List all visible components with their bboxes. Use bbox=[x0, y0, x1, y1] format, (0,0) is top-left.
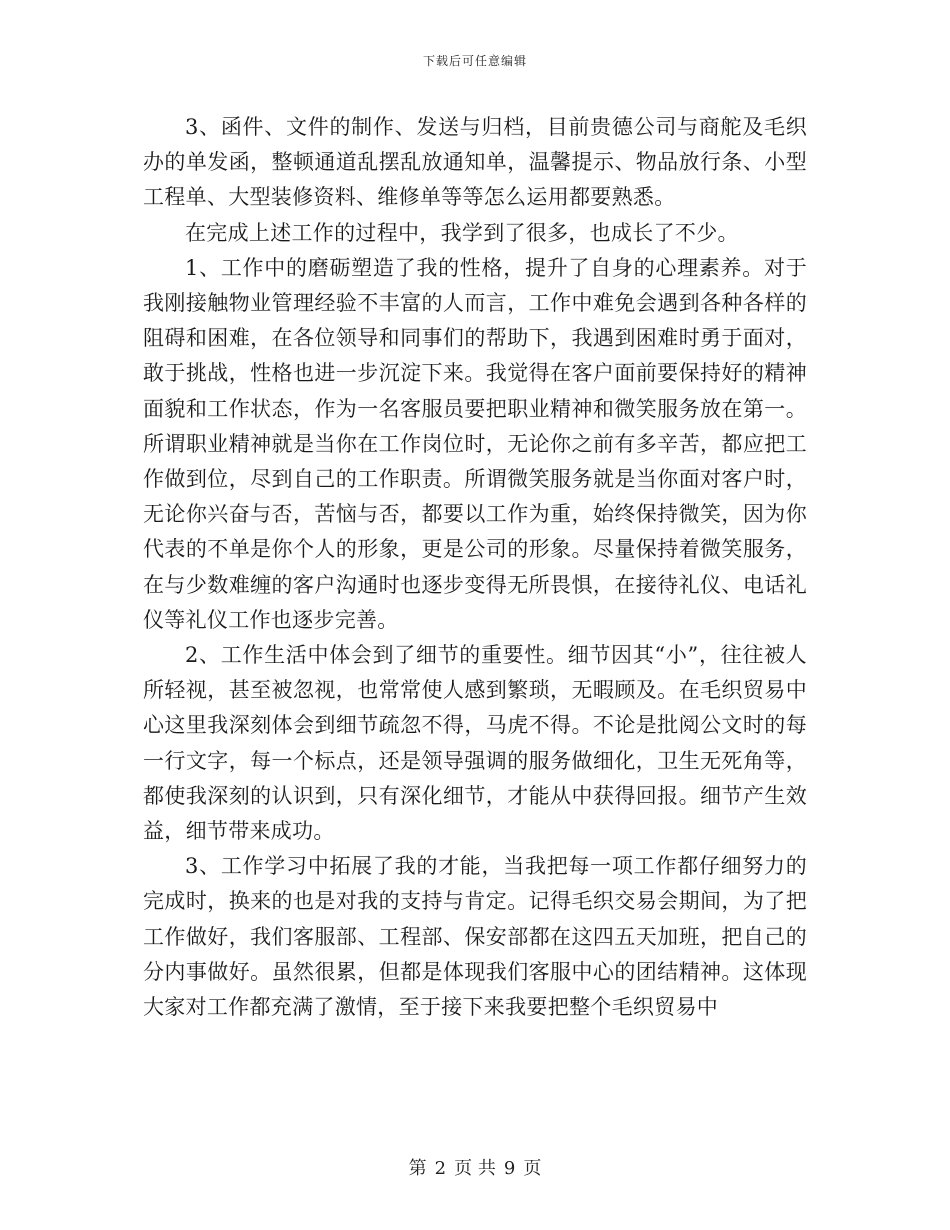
page-total: 9 bbox=[503, 1158, 516, 1179]
document-body bbox=[143, 110, 807, 1025]
paragraph-filing: 3、函件、文件的制作、发送与归档，目前贵德公司与商舵及毛织办的单发函，整顿通道乱摆乱放通知单，温馨提示、物品放行条、小型工程单、大型装修资料、维修单等等怎么运用都要熟悉。 bbox=[143, 115, 807, 210]
paragraph-details: 2、工作生活中体会到了细节的重要性。细节因其“小”，往往被人所轻视，甚至被忽视，也常常使人感到繁琐，无暇顾及。在毛织贸易中心这里我深刻体会到细节疏忽不得，马虎不得。不论是批阅公文时的每一行文字，每一个标点，还是领导强调的服务做细化，卫生无死角等，都使我深刻的认识到，只有深化细节，才能从中获得回报。细节产生效益，细节带来成功。 bbox=[143, 643, 807, 844]
page-current: 2 bbox=[434, 1158, 447, 1179]
page-number-footer bbox=[0, 1154, 950, 1180]
page-prefix: 第 bbox=[408, 1158, 427, 1179]
paragraph-character: 1、工作中的磨砺塑造了我的性格，提升了自身的心理素养。对于我刚接触物业管理经验不丰富的人而言，工作中难免会遇到各种各样的阻碍和困难，在各位领导和同事们的帮助下，我遇到困难时勇于面对，敢于挑战，性格也进一步沉淀下来。我觉得在客户面前要保持好的精神面貌和工作状态，作为一名客服员要把职业精神和微笑服务放在第一。所谓职业精神就是当你在工作岗位时，无论你之前有多辛苦，都应把工作做到位，尽到自己的工作职责。所谓微笑服务就是当你面对客户时，无论你兴奋与否，苦恼与否，都要以工作为重，始终保持微笑，因为你代表的不单是你个人的形象，更是公司的形象。尽量保持着微笑服务，在与少数难缠的客户沟通时也逐步变得无所畏惧，在接待礼仪、电话礼仪等礼仪工作也逐步完善。 bbox=[143, 255, 807, 632]
page-suffix: 页 bbox=[523, 1158, 542, 1179]
paragraph-summary-intro: 在完成上述工作的过程中，我学到了很多，也成长了不少。 bbox=[185, 220, 739, 245]
header-note: 下载后可任意编辑 bbox=[422, 54, 527, 68]
paragraph-abilities: 3、工作学习中拓展了我的才能，当我把每一项工作都仔细努力的完成时，换来的也是对我的支持与肯定。记得毛织交易会期间，为了把工作做好，我们客服部、工程部、保安部都在这四五天加班，把自己的分内事做好。虽然很累，但都是体现我们客服中心的团结精神。这体现大家对工作都充满了激情，至于接下来我要把整个毛织贸易中 bbox=[143, 854, 807, 1020]
page-mid: 页 共 bbox=[454, 1158, 496, 1179]
